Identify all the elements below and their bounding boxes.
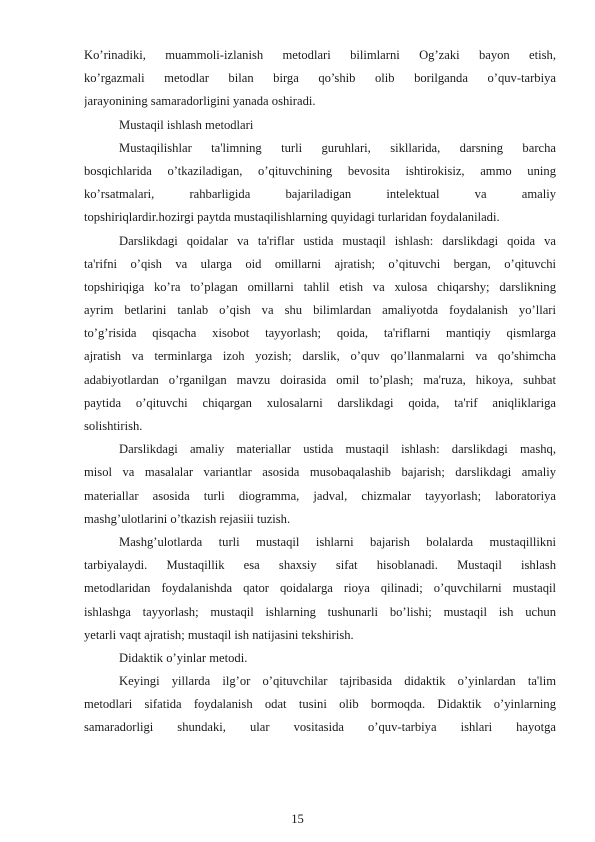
text-line: Mustaqilishlar ta'limning turli guruhlari, sikllarida, darsning barcha bbox=[119, 140, 556, 155]
text-line: metodlari sifatida foydalanish odat tusini olib bormoqda. Didaktik o’yinlarning bbox=[84, 697, 556, 712]
section-heading: Didaktik o’yinlar metodi. bbox=[119, 650, 248, 665]
text-line: to’g’risida qisqacha xisobot tayyorlash; qoida, ta'riflarni mantiqiy qismlarga bbox=[84, 326, 556, 341]
text-line: ajratish va terminlarga izoh yozish; darslik, o’quv qo’llanmalarni va qo’shimcha bbox=[84, 349, 556, 364]
text-line: topshiriqiga ko’ra to’plagan omillarni tahlil etish va xulosa chiqarshy; darslikning bbox=[84, 279, 556, 294]
text-line: Darslikdagi amaliy materiallar ustida mustaqil ishlash: darslikdagi mashq, bbox=[119, 442, 556, 457]
text-line: ko’rgazmali metodlar bilan birga qo’shib olib borilganda o’quv-tarbiya bbox=[84, 71, 556, 86]
text-line: solishtirish. bbox=[84, 419, 143, 433]
text-line: misol va masalalar variantlar asosida musobaqalashib bajarish; darslikdagi amaliy bbox=[84, 465, 556, 480]
text-line: bosqichlarida o’tkaziladigan, o’qituvchining bevosita ishtirokisiz, ammo uning bbox=[84, 163, 556, 178]
text-line: metodlaridan foydalanishda qator qoidalarga rioya qilinadi; o’quvchilarni mustaqil bbox=[84, 581, 556, 596]
text-line: materiallar asosida turli diogramma, jadval, chizmalar tayyorlash; laboratoriya bbox=[84, 488, 556, 503]
text-line: Mashg’ulotlarda turli mustaqil ishlarni bajarish bolalarda mustaqillikni bbox=[119, 534, 556, 549]
text-line: Keyingi yillarda ilg’or o’qituvchilar tajribasida didaktik o’yinlardan ta'lim bbox=[119, 674, 556, 689]
section-heading: Mustaqil ishlash metodlari bbox=[119, 117, 254, 132]
text-line: paytida o’qituvchi chiqargan xulosalarni darslikdagi qoida, ta'rif aniqliklariga bbox=[84, 395, 556, 410]
text-line: jarayonining samaradorligini yanada oshiradi. bbox=[84, 94, 316, 109]
document-body bbox=[84, 44, 556, 740]
text-line: Ko’rinadiki, muammoli-izlanish metodlari bilimlarni Og’zaki bayon etish, bbox=[84, 48, 556, 62]
text-line: yetarli vaqt ajratish; mustaqil ish natijasini tekshirish. bbox=[84, 627, 354, 642]
text-line: ta'rifni o’qish va ularga oid omillarni ajratish; o’qituvchi bergan, o’qituvchi bbox=[84, 256, 556, 271]
text-line: ko’rsatmalari, rahbarligida bajariladigan intelektual va amaliy bbox=[84, 187, 556, 202]
text-line: mashg’ulotlarini o’tkazish rejasiii tuzish. bbox=[84, 511, 291, 526]
text-line: ayrim betlarini tanlab o’qish va shu bilimlardan amaliyotda foydalanish yo’llari bbox=[84, 303, 556, 318]
text-line: ishlashga tayyorlash; mustaqil ishlarning tushunarli bo’lishi; mustaqil ish uchun bbox=[84, 604, 556, 619]
text-line: topshiriqlardir.hozirgi paytda mustaqilishlarning quyidagi turlaridan foydalaniladi. bbox=[84, 210, 500, 225]
text-line: samaradorligi shundaki, ular vositasida o’quv-tarbiya ishlari hayotga bbox=[84, 720, 556, 735]
text-line: Darslikdagi qoidalar va ta'riflar ustida mustaqil ishlash: darslikdagi qoida va bbox=[119, 233, 556, 248]
text-line: adabiyotlardan o’rganilgan mavzu doirasida omil to’plash; ma'ruza, hikoya, suhbat bbox=[84, 372, 556, 387]
text-line: tarbiyalaydi. Mustaqillik esa shaxsiy sifat hisoblanadi. Mustaqil ishlash bbox=[84, 558, 556, 573]
page-number: 15 bbox=[291, 812, 304, 826]
